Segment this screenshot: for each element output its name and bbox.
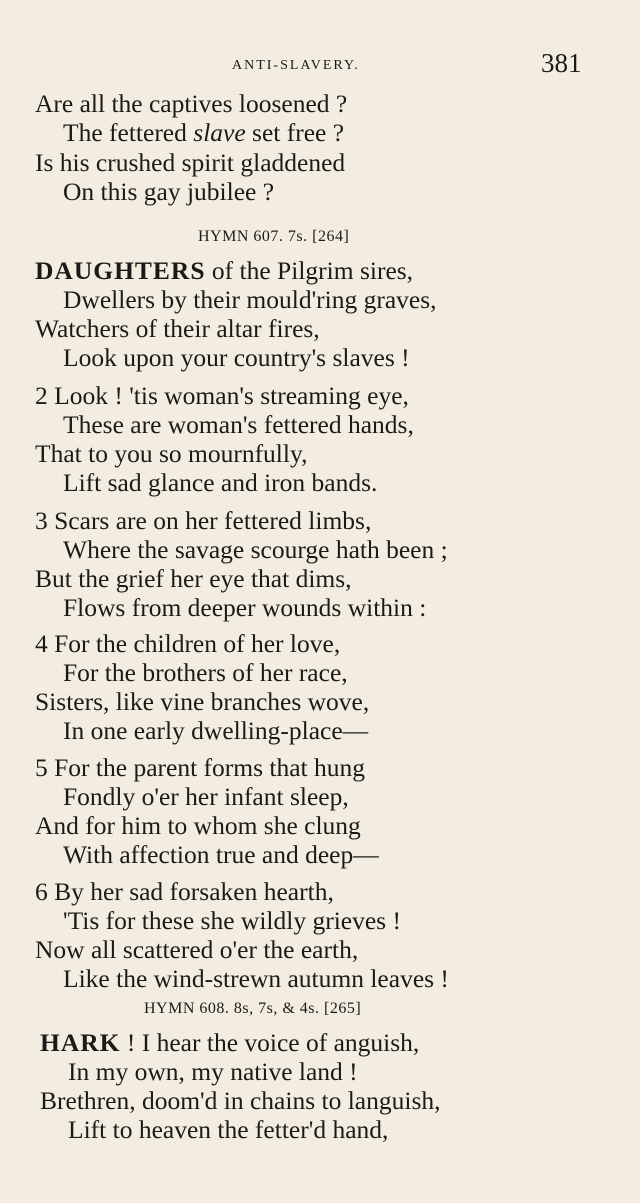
verse-line: Lift to heaven the fetter'd hand, xyxy=(68,1115,389,1144)
running-head: ANTI-SLAVERY. xyxy=(232,58,360,73)
hymn-header: HYMN 608. 8s, 7s, & 4s. [265] xyxy=(144,1000,362,1017)
verse-line: 'Tis for these she wildly grieves ! xyxy=(63,906,401,935)
verse-line: With affection true and deep— xyxy=(63,840,379,869)
verse-line: That to you so mournfully, xyxy=(35,439,308,468)
verse-line: Brethren, doom'd in chains to languish, xyxy=(40,1086,441,1115)
verse-line: 5 For the parent forms that hung xyxy=(35,753,366,782)
verse-line: Dwellers by their mould'ring graves, xyxy=(63,285,437,314)
verse-line: Fondly o'er her infant sleep, xyxy=(63,782,349,811)
verse-line: Is his crushed spirit gladdened xyxy=(35,148,346,177)
verse-line: These are woman's fettered hands, xyxy=(63,410,414,439)
verse-line: Watchers of their altar fires, xyxy=(35,314,320,343)
verse-line: DAUGHTERS of the Pilgrim sires, xyxy=(35,256,414,285)
verse-line: But the grief her eye that dims, xyxy=(35,564,352,593)
verse-line: Now all scattered o'er the earth, xyxy=(35,935,359,964)
verse-line: On this gay jubilee ? xyxy=(63,177,275,206)
verse-line: Look upon your country's slaves ! xyxy=(63,343,410,372)
verse-line: 3 Scars are on her fettered limbs, xyxy=(35,506,372,535)
verse-line: Flows from deeper wounds within : xyxy=(63,593,427,622)
verse-line: HARK ! I hear the voice of anguish, xyxy=(40,1028,420,1057)
verse-line: In one early dwelling-place— xyxy=(63,716,369,745)
verse-line: Like the wind-strewn autumn leaves ! xyxy=(63,964,449,993)
verse-line: Lift sad glance and iron bands. xyxy=(63,468,378,497)
hymn-header: HYMN 607. 7s. [264] xyxy=(198,228,350,245)
hymn-first-word: DAUGHTERS xyxy=(35,256,206,285)
verse-line: Where the savage scourge hath been ; xyxy=(63,535,448,564)
verse-line: 2 Look ! 'tis woman's streaming eye, xyxy=(35,381,409,410)
verse-line: And for him to whom she clung xyxy=(35,811,361,840)
verse-line: Are all the captives loosened ? xyxy=(35,89,348,118)
page-number: 381 xyxy=(541,48,582,78)
italic-word: slave xyxy=(193,118,246,147)
verse-line: 4 For the children of her love, xyxy=(35,629,341,658)
hymn-first-word: HARK xyxy=(40,1028,121,1057)
verse-line: 6 By her sad forsaken hearth, xyxy=(35,877,334,906)
verse-line: In my own, my native land ! xyxy=(68,1057,358,1086)
verse-line: The fettered slave set free ? xyxy=(63,118,345,147)
verse-line: Sisters, like vine branches wove, xyxy=(35,687,370,716)
verse-line: For the brothers of her race, xyxy=(63,658,348,687)
